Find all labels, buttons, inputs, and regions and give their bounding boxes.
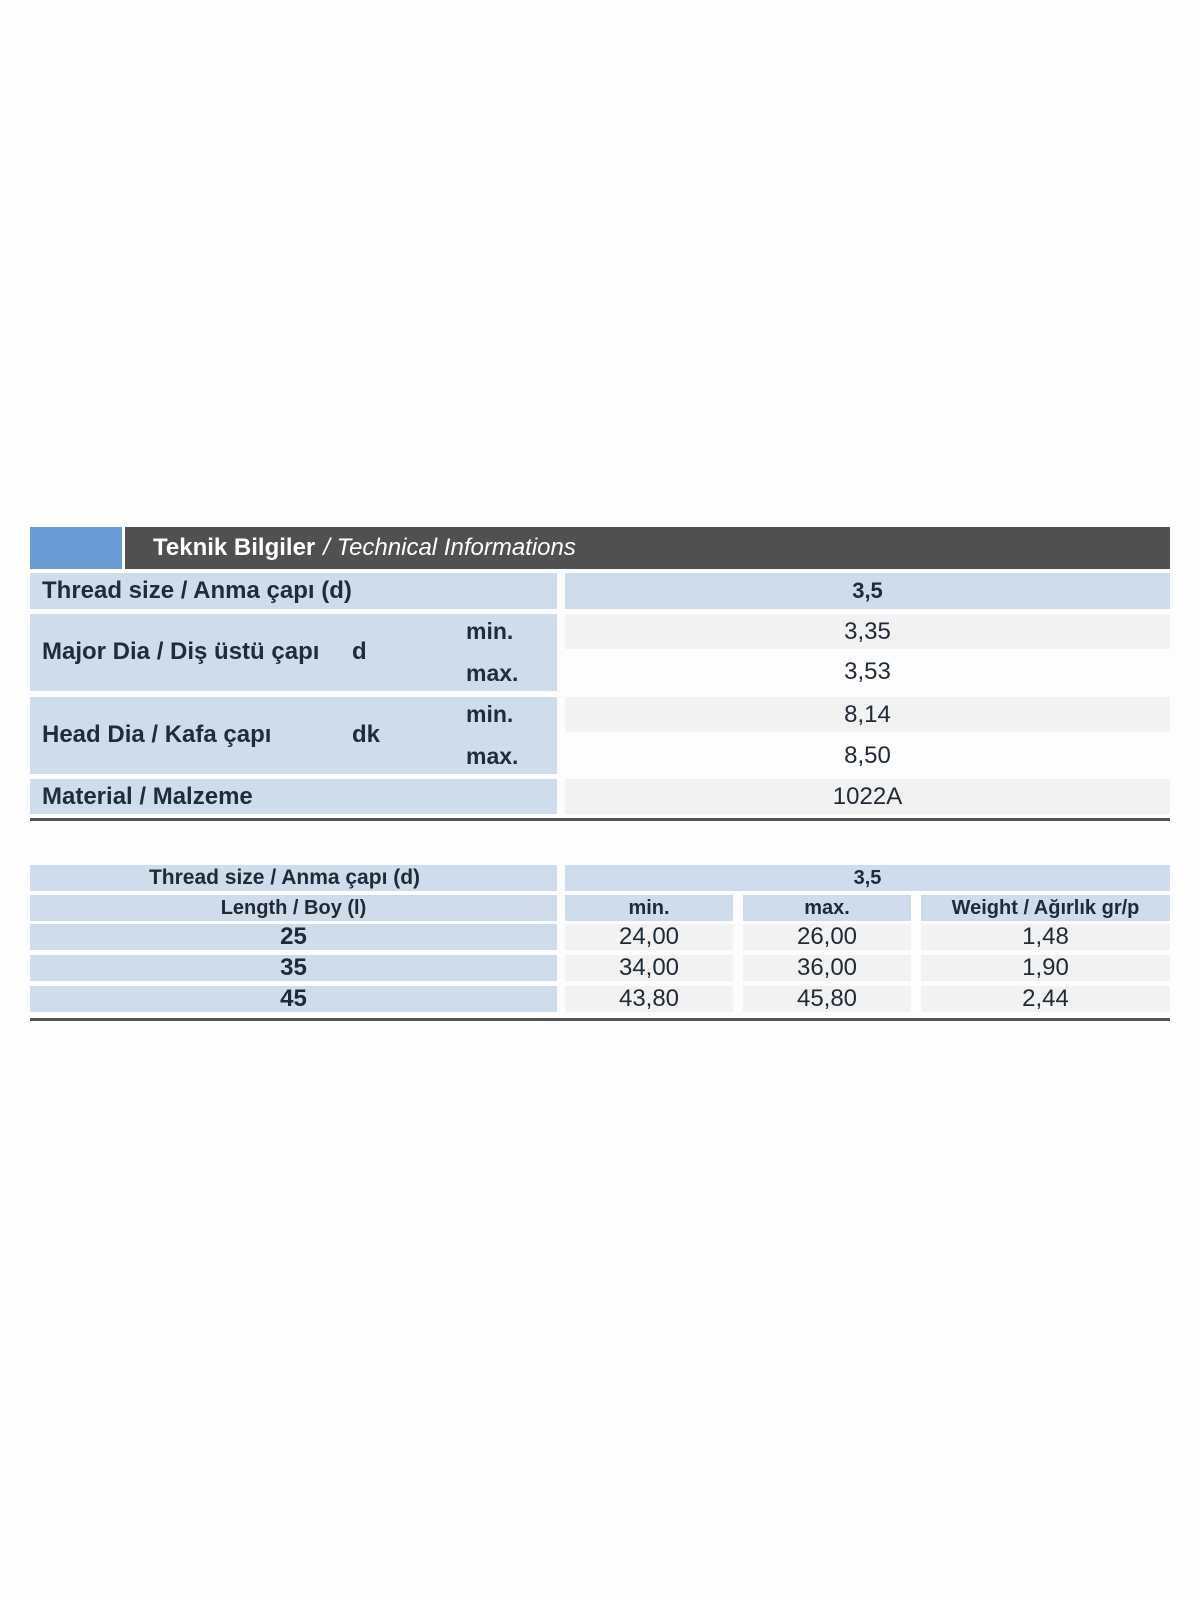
spec-thread-label: Thread size / Anma çapı (d) xyxy=(30,573,557,609)
spec-head-dia-symbol: dk xyxy=(352,721,381,748)
header-accent-block xyxy=(30,527,122,569)
spec-thread-value: 3,5 xyxy=(565,573,1170,609)
length-row-1-weight: 1,48 xyxy=(921,924,1170,950)
length-row-2-weight: 1,90 xyxy=(921,955,1170,981)
spec-major-dia-min: 3,35 xyxy=(565,614,1170,649)
length-row-2-length: 35 xyxy=(30,955,557,981)
length-row-1-length: 25 xyxy=(30,924,557,950)
length-header-max: max. xyxy=(743,895,911,921)
spec-material-label: Material / Malzeme xyxy=(30,779,557,814)
header-title-tr: Teknik Bilgiler xyxy=(153,534,316,561)
spec-major-dia-max-label: max. xyxy=(466,660,519,686)
spec-head-dia-max-label: max. xyxy=(466,743,519,769)
length-thread-label: Thread size / Anma çapı (d) xyxy=(30,865,557,891)
spec-major-dia-label: Major Dia / Diş üstü çapı xyxy=(42,638,320,665)
length-header-min: min. xyxy=(565,895,733,921)
length-row-1-max: 26,00 xyxy=(743,924,911,950)
spec-major-dia-symbol: d xyxy=(352,638,367,665)
length-row-3-weight: 2,44 xyxy=(921,986,1170,1012)
spec-material-value: 1022A xyxy=(565,779,1170,814)
length-header-length: Length / Boy (l) xyxy=(30,895,557,921)
length-row-1-min: 24,00 xyxy=(565,924,733,950)
length-header-weight: Weight / Ağırlık gr/p xyxy=(921,895,1170,921)
header-title-en: / Technical Informations xyxy=(323,534,576,561)
length-thread-value: 3,5 xyxy=(565,865,1170,891)
length-row-3-max: 45,80 xyxy=(743,986,911,1012)
spec-table-bottom-rule xyxy=(30,818,1170,821)
spec-head-dia-label-cell xyxy=(30,697,557,774)
length-row-3-min: 43,80 xyxy=(565,986,733,1012)
length-row-2-max: 36,00 xyxy=(743,955,911,981)
spec-major-dia-min-label: min. xyxy=(466,618,514,644)
spec-head-dia-min-label: min. xyxy=(466,701,514,727)
spec-major-dia-label-cell xyxy=(30,614,557,691)
length-row-3-length: 45 xyxy=(30,986,557,1012)
spec-head-dia-min: 8,14 xyxy=(565,697,1170,732)
spec-head-dia-max: 8,50 xyxy=(565,737,1170,775)
length-table-bottom-rule xyxy=(30,1018,1170,1021)
header-bar xyxy=(125,527,1170,569)
spec-major-dia-max: 3,53 xyxy=(565,654,1170,690)
spec-head-dia-label: Head Dia / Kafa çapı xyxy=(42,721,272,748)
length-row-2-min: 34,00 xyxy=(565,955,733,981)
